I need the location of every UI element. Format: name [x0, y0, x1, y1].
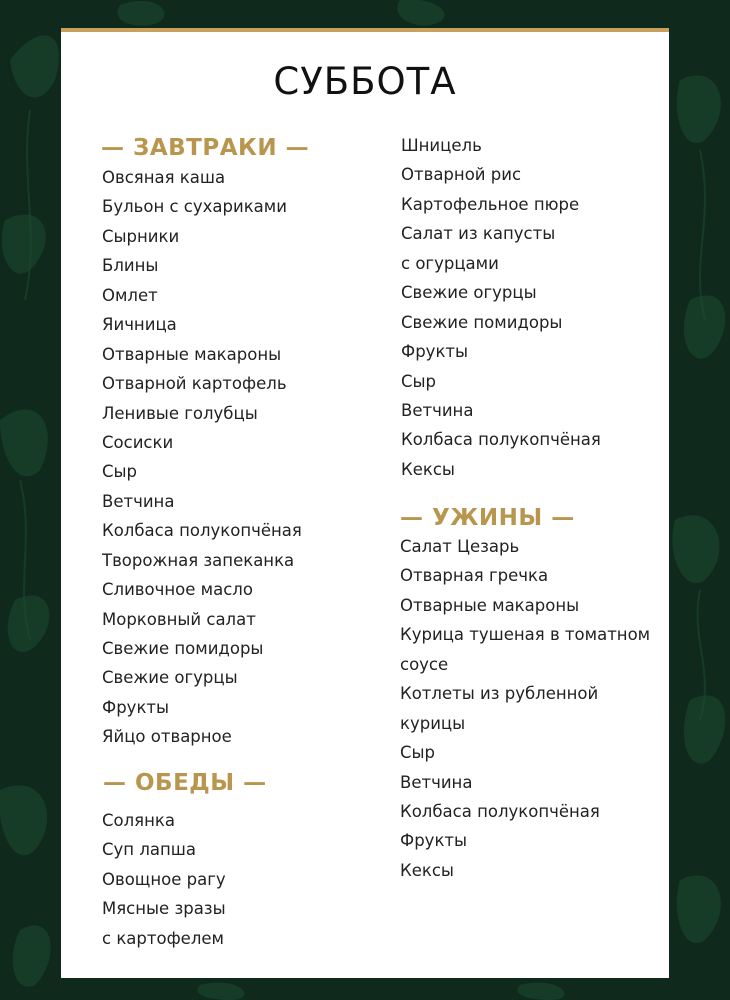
menu-item: Отварной картофель [102, 374, 287, 394]
menu-item: Отварные макароны [102, 344, 282, 364]
dinner-list [400, 532, 650, 885]
menu-item: с картофелем [102, 928, 224, 948]
menu-item: Котлеты из рубленной [400, 684, 599, 704]
menu-item: Свежие помидоры [401, 312, 563, 332]
menu-item: Сыр [401, 371, 437, 391]
menu-item: Сосиски [102, 432, 174, 452]
menu-item: Свежие огурцы [401, 283, 537, 303]
menu-item: Ветчина [400, 772, 473, 792]
dinner-heading: — УЖИНЫ — [400, 505, 575, 531]
menu-item: Отварная гречка [400, 566, 549, 586]
menu-card [61, 28, 669, 978]
menu-item: Ветчина [401, 400, 474, 420]
breakfast-heading: — ЗАВТРАКИ — [101, 135, 310, 161]
menu-item: Сливочное масло [102, 580, 253, 600]
menu-item: курицы [400, 713, 466, 733]
menu-item: Отварные макароны [400, 595, 580, 615]
lunch-heading: — ОБЕДЫ — [103, 770, 267, 796]
menu-item: Овощное рагу [102, 869, 226, 889]
menu-item: Бульон с сухариками [102, 197, 287, 217]
menu-item: Морковный салат [102, 609, 256, 629]
menu-item: Колбаса полукопчёная [102, 521, 302, 541]
menu-item: Кексы [400, 860, 454, 880]
menu-item: Колбаса полукопчёная [401, 430, 601, 450]
menu-item: Сыр [102, 462, 138, 482]
menu-item: Блины [102, 256, 159, 276]
menu-item: Свежие помидоры [102, 639, 264, 658]
menu-item: Колбаса полукопчёная [400, 801, 600, 821]
menu-item: Отварной рис [401, 165, 522, 185]
menu-item: Фрукты [102, 697, 170, 717]
menu-item: Суп лапша [102, 840, 196, 860]
menu-item: Мясные зразы [102, 899, 226, 919]
menu-item: Яичница [102, 315, 177, 335]
menu-item: Картофельное пюре [401, 194, 580, 214]
menu-item: Солянка [102, 811, 175, 830]
menu-item: Ветчина [102, 491, 175, 511]
menu-item: Шницель [401, 136, 482, 155]
menu-item: Овсяная каша [102, 168, 226, 187]
lunch-list-continued [401, 131, 601, 484]
menu-item: Фрукты [401, 342, 469, 362]
menu-item: Омлет [102, 285, 158, 305]
menu-item: Яйцо отварное [102, 727, 232, 747]
menu-item: Ленивые голубцы [102, 403, 258, 423]
menu-item: Салат Цезарь [400, 537, 520, 556]
menu-item: Салат из капусты [401, 224, 556, 244]
menu-item: соусе [400, 654, 449, 674]
menu-item: Творожная запеканка [102, 550, 295, 570]
menu-item: Сырники [102, 226, 180, 246]
menu-item: Кексы [401, 459, 455, 479]
page-title: СУББОТА [273, 60, 457, 103]
menu-item: Сыр [400, 743, 436, 763]
menu-item: с огурцами [401, 253, 499, 273]
breakfast-list [102, 163, 302, 752]
menu-item: Курица тушеная в томатном [400, 625, 651, 645]
lunch-list [102, 806, 226, 953]
menu-item: Фрукты [400, 831, 468, 851]
menu-item: Свежие огурцы [102, 668, 238, 688]
